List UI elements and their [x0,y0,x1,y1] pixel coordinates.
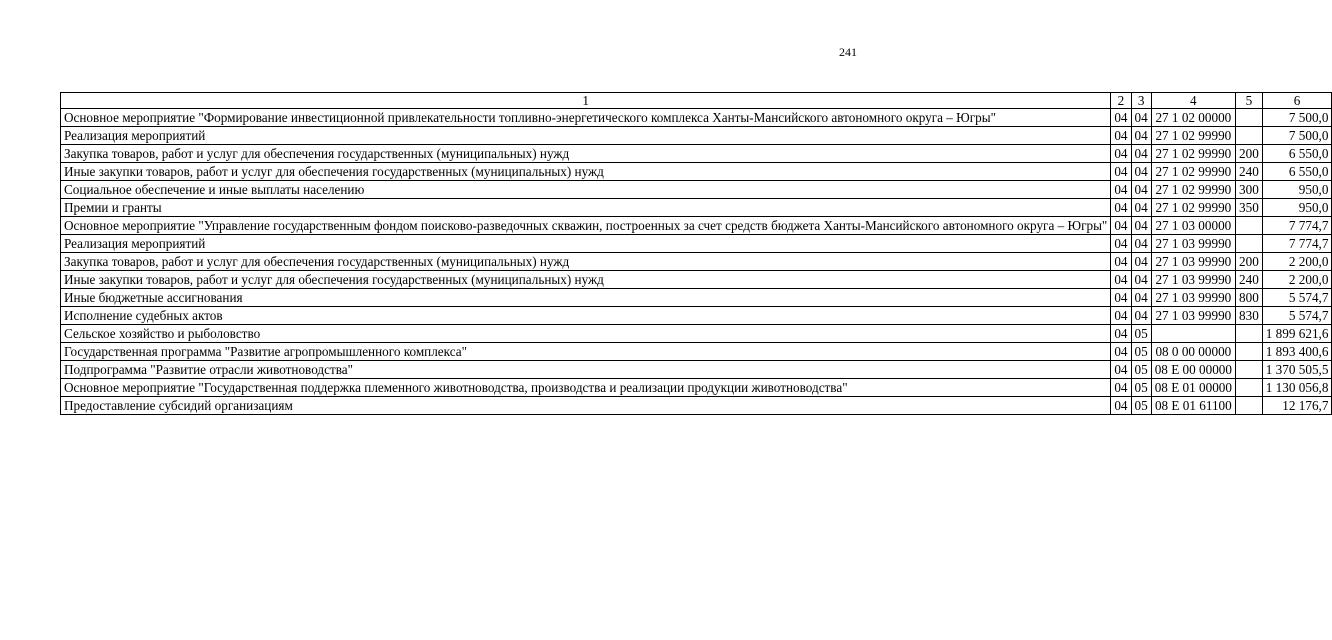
row-name: Предоставление субсидий организациям [61,397,1111,415]
row-target-article: 27 1 02 00000 [1151,109,1235,127]
table-row [61,307,1332,325]
row-expense-type: 800 [1236,289,1263,307]
table-header-row [61,93,1332,109]
row-target-article: 08 Е 01 00000 [1151,379,1235,397]
row-target-article: 27 1 03 00000 [1151,217,1235,235]
row-expense-type [1236,235,1263,253]
row-subsection: 04 [1131,307,1151,325]
row-name: Подпрограмма "Развитие отрасли животноводства" [61,361,1111,379]
row-subsection: 04 [1131,109,1151,127]
table-row [61,163,1332,181]
row-section: 04 [1111,253,1131,271]
row-expense-type [1236,361,1263,379]
row-name: Премии и гранты [61,199,1111,217]
row-subsection: 05 [1131,325,1151,343]
row-subsection: 04 [1131,217,1151,235]
row-expense-type: 200 [1236,253,1263,271]
row-name: Основное мероприятие "Управление государственным фондом поисково-разведочных скважин, построенных за счет средств бюджета Ханты-Мансийского автономного округа – Югры" [61,217,1111,235]
header-col-4: 4 [1151,93,1235,109]
row-subsection: 04 [1131,289,1151,307]
row-subsection: 04 [1131,163,1151,181]
row-subsection: 04 [1131,235,1151,253]
budget-table [60,92,1332,415]
row-target-article: 27 1 03 99990 [1151,271,1235,289]
row-name: Иные бюджетные ассигнования [61,289,1111,307]
row-name: Иные закупки товаров, работ и услуг для обеспечения государственных (муниципальных) нужд [61,271,1111,289]
row-target-article: 27 1 02 99990 [1151,145,1235,163]
table-row [61,145,1332,163]
page-number: 241 [839,45,857,59]
row-section: 04 [1111,235,1131,253]
row-section: 04 [1111,127,1131,145]
row-amount: 2 200,0 [1262,271,1332,289]
row-expense-type: 350 [1236,199,1263,217]
row-amount: 1 893 400,6 [1262,343,1332,361]
row-subsection: 04 [1131,127,1151,145]
row-amount: 950,0 [1262,181,1332,199]
row-section: 04 [1111,361,1131,379]
row-target-article: 27 1 02 99990 [1151,127,1235,145]
table-row [61,343,1332,361]
row-section: 04 [1111,343,1131,361]
row-amount: 1 899 621,6 [1262,325,1332,343]
row-expense-type [1236,343,1263,361]
row-target-article: 27 1 03 99990 [1151,235,1235,253]
row-expense-type: 240 [1236,271,1263,289]
row-amount: 1 130 056,8 [1262,379,1332,397]
row-target-article: 08 0 00 00000 [1151,343,1235,361]
row-amount: 6 550,0 [1262,163,1332,181]
row-target-article: 08 Е 00 00000 [1151,361,1235,379]
row-section: 04 [1111,163,1131,181]
row-target-article [1151,325,1235,343]
row-section: 04 [1111,181,1131,199]
table-row [61,181,1332,199]
header-col-1: 1 [61,93,1111,109]
table-row [61,397,1332,415]
row-subsection: 04 [1131,271,1151,289]
row-section: 04 [1111,109,1131,127]
row-amount: 2 200,0 [1262,253,1332,271]
row-subsection: 05 [1131,397,1151,415]
row-target-article: 27 1 03 99990 [1151,289,1235,307]
header-col-2: 2 [1111,93,1131,109]
row-section: 04 [1111,289,1131,307]
row-name: Реализация мероприятий [61,127,1111,145]
row-name: Закупка товаров, работ и услуг для обеспечения государственных (муниципальных) нужд [61,253,1111,271]
row-section: 04 [1111,145,1131,163]
row-subsection: 05 [1131,379,1151,397]
row-expense-type [1236,379,1263,397]
row-section: 04 [1111,199,1131,217]
row-section: 04 [1111,325,1131,343]
row-amount: 950,0 [1262,199,1332,217]
header-col-5: 5 [1236,93,1263,109]
row-subsection: 04 [1131,145,1151,163]
row-subsection: 04 [1131,253,1151,271]
header-col-3: 3 [1131,93,1151,109]
row-expense-type [1236,109,1263,127]
row-expense-type [1236,127,1263,145]
row-amount: 7 500,0 [1262,109,1332,127]
row-target-article: 27 1 03 99990 [1151,307,1235,325]
table-row [61,271,1332,289]
table-row [61,199,1332,217]
row-expense-type [1236,397,1263,415]
row-target-article: 27 1 02 99990 [1151,181,1235,199]
row-amount: 1 370 505,5 [1262,361,1332,379]
table-row [61,289,1332,307]
row-subsection: 05 [1131,361,1151,379]
row-name: Закупка товаров, работ и услуг для обеспечения государственных (муниципальных) нужд [61,145,1111,163]
table-row [61,127,1332,145]
row-name: Сельское хозяйство и рыболовство [61,325,1111,343]
row-amount: 5 574,7 [1262,289,1332,307]
table-row [61,361,1332,379]
row-target-article: 08 Е 01 61100 [1151,397,1235,415]
table-row [61,109,1332,127]
row-name: Реализация мероприятий [61,235,1111,253]
row-section: 04 [1111,379,1131,397]
row-expense-type: 830 [1236,307,1263,325]
row-amount: 7 774,7 [1262,235,1332,253]
row-expense-type: 200 [1236,145,1263,163]
row-expense-type: 300 [1236,181,1263,199]
row-amount: 7 500,0 [1262,127,1332,145]
row-expense-type: 240 [1236,163,1263,181]
row-name: Исполнение судебных актов [61,307,1111,325]
row-name: Основное мероприятие "Государственная поддержка племенного животноводства, производства и реализации продукции животноводства" [61,379,1111,397]
row-amount: 6 550,0 [1262,145,1332,163]
row-expense-type [1236,217,1263,235]
row-name: Иные закупки товаров, работ и услуг для обеспечения государственных (муниципальных) нужд [61,163,1111,181]
row-name: Государственная программа "Развитие агропромышленного комплекса" [61,343,1111,361]
row-amount: 12 176,7 [1262,397,1332,415]
header-col-6: 6 [1262,93,1332,109]
row-subsection: 04 [1131,199,1151,217]
row-subsection: 04 [1131,181,1151,199]
table-row [61,235,1332,253]
row-section: 04 [1111,397,1131,415]
table-row [61,217,1332,235]
row-name: Социальное обеспечение и иные выплаты населению [61,181,1111,199]
row-section: 04 [1111,217,1131,235]
row-expense-type [1236,325,1263,343]
row-target-article: 27 1 02 99990 [1151,199,1235,217]
row-name: Основное мероприятие "Формирование инвестиционной привлекательности топливно-энергетического комплекса Ханты-Мансийского автономного округа – Югры" [61,109,1111,127]
row-section: 04 [1111,271,1131,289]
row-target-article: 27 1 02 99990 [1151,163,1235,181]
table-row [61,253,1332,271]
table-row [61,325,1332,343]
row-section: 04 [1111,307,1131,325]
row-subsection: 05 [1131,343,1151,361]
row-target-article: 27 1 03 99990 [1151,253,1235,271]
row-amount: 5 574,7 [1262,307,1332,325]
table-row [61,379,1332,397]
row-amount: 7 774,7 [1262,217,1332,235]
